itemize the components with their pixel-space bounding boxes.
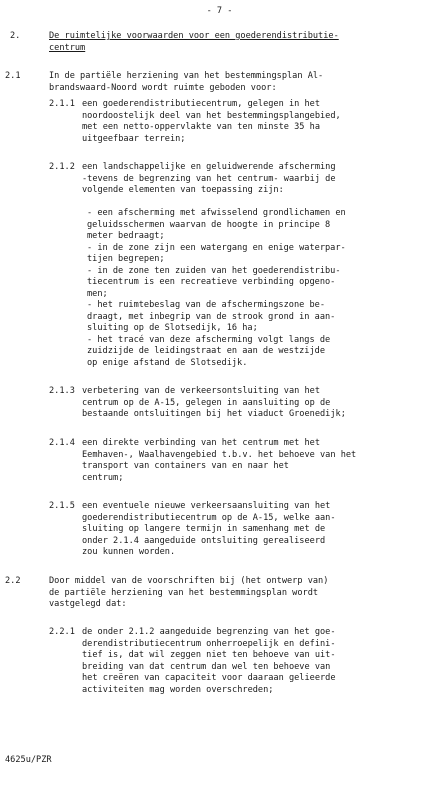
text-line: noordoostelijk deel van het bestemmingsplangebied, — [82, 110, 341, 121]
text-line: In de partiële herziening van het bestemmingsplan Al- — [49, 71, 324, 81]
section-2-number: 2. — [10, 31, 21, 41]
text-line: de onder 2.1.2 aangeduide begrenzing van het goe- — [82, 627, 336, 637]
bullet-line: tijen begrepen; — [87, 254, 165, 264]
text-line: volgende elementen van toepassing zijn: — [82, 185, 284, 195]
section-2-1-3-number: 2.1.3 — [49, 386, 75, 396]
section-2-1-5-number: 2.1.5 — [49, 501, 75, 511]
section-2-1-1-number: 2.1.1 — [49, 99, 75, 109]
section-2-2-1-number: 2.2.1 — [49, 627, 75, 637]
text-line: het creëren van capaciteit voor daaraan gelieerde — [82, 673, 336, 683]
text-line: een direkte verbinding van het centrum met het — [82, 438, 320, 448]
text-line: een goederendistributiecentrum, gelegen in het — [82, 99, 320, 109]
section-2-1-5-text — [82, 501, 432, 559]
section-2-title-line: centrum — [49, 42, 86, 53]
text-line: sluiting op langere termijn in samenhang met de — [82, 524, 326, 534]
text-line: tief is, dat wil zeggen niet ten behoeve van uit- — [82, 650, 336, 660]
section-2-2-1-text — [82, 627, 432, 696]
section-2-1-1-text — [82, 99, 432, 145]
section-2-2-text — [49, 576, 434, 611]
document-code-footer: 4625u/PZR — [5, 755, 52, 765]
bullet-line: tiecentrum is een recreatieve verbinding opgeno- — [87, 277, 336, 287]
bullet-line: men; — [87, 288, 108, 299]
text-line: -tevens de begrenzing van het centrum- waarbij de — [82, 173, 336, 184]
section-2-1-2-number: 2.1.2 — [49, 162, 75, 172]
text-line: onder 2.1.4 aangeduide ontsluiting gerealiseerd — [82, 535, 326, 546]
text-line: Eemhaven-, Waalhavengebied t.b.v. het behoeve van het — [82, 449, 357, 460]
bullet-line: - in de zone ten zuiden van het goederendistribu- — [87, 265, 341, 276]
bullet-line: - een afscherming met afwisselend grondlichamen en — [87, 208, 346, 218]
section-2-title — [49, 31, 429, 54]
text-line: derendistributiecentrum onherroepelijk en defini- — [82, 638, 336, 649]
text-line: centrum op de A-15, gelegen in aansluiting op de — [82, 397, 331, 408]
bullet-line: - in de zone zijn een watergang en enige waterpar- — [87, 242, 346, 253]
section-2-1-number: 2.1 — [5, 71, 21, 81]
text-line: zou kunnen worden. — [82, 547, 176, 557]
section-2-title-line: De ruimtelijke voorwaarden voor een goederendistributie- — [49, 31, 339, 41]
section-2-1-4-number: 2.1.4 — [49, 438, 75, 448]
section-2-1-3-text — [82, 386, 432, 421]
text-line: een eventuele nieuwe verkeersaansluiting van het — [82, 501, 331, 511]
text-line: breiding van dat centrum dan wel ten behoeve van — [82, 661, 331, 672]
text-line: uitgeefbaar terrein; — [82, 133, 186, 144]
bullet-line: op enige afstand de Slotsedijk. — [87, 357, 248, 368]
section-2-2-number: 2.2 — [5, 576, 21, 586]
section-2-1-2-text — [82, 162, 432, 197]
text-line: bestaande ontsluitingen bij het viaduct Groenedijk; — [82, 409, 346, 419]
bullet-line: geluidsschermen waarvan de hoogte in principe 8 — [87, 219, 331, 230]
text-line: een landschappelijke en geluidwerende afscherming — [82, 162, 336, 172]
bullet-line: meter bedraagt; — [87, 231, 165, 241]
section-2-1-2-bullets — [87, 208, 432, 369]
text-line: centrum; — [82, 472, 124, 483]
text-line: goederendistributiecentrum op de A-15, welke aan- — [82, 512, 336, 523]
bullet-line: zuidzijde de leidingstraat en aan de westzijde — [87, 346, 325, 356]
page-number: - 7 - — [206, 6, 233, 16]
section-2-1-4-text — [82, 438, 432, 484]
text-line: Door middel van de voorschriften bij (het ontwerp van) — [49, 576, 329, 586]
bullet-line: - het ruimtebeslag van de afschermingszone be- — [87, 300, 325, 310]
text-line: met een netto-oppervlakte van ten minste 35 ha — [82, 122, 320, 132]
text-line: de partiële herziening van het bestemmingsplan wordt — [49, 587, 319, 598]
text-line: vastgelegd dat: — [49, 599, 127, 609]
text-line: transport van containers van en naar het — [82, 461, 289, 471]
text-line: activiteiten mag worden overschreden; — [82, 684, 274, 695]
bullet-line: - het tracé van deze afscherming volgt langs de — [87, 334, 331, 345]
text-line: brandswaard-Noord wordt ruimte geboden voor: — [49, 82, 277, 93]
bullet-line: sluiting op de Slotsedijk, 16 ha; — [87, 323, 258, 333]
bullet-line: draagt, met inbegrip van de strook grond in aan- — [87, 311, 336, 322]
text-line: verbetering van de verkeersontsluiting van het — [82, 386, 320, 396]
section-2-1-text — [49, 71, 429, 94]
